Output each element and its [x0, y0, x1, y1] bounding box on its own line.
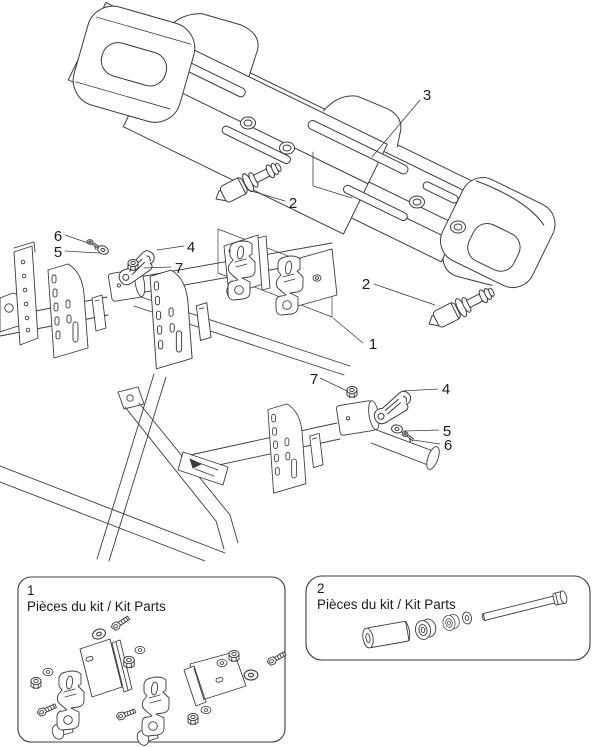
callout-7-upper: 7: [174, 260, 184, 277]
callout-5-upper: 5: [53, 244, 63, 261]
tractor-frame: [0, 242, 442, 561]
kit-box-2-title: Pièces du kit / Kit Parts: [317, 597, 456, 612]
callout-2-upper: 2: [288, 195, 298, 212]
callout-1: 1: [368, 336, 378, 353]
callout-6-upper: 6: [53, 228, 63, 245]
callout-3: 3: [422, 87, 432, 104]
nut-lower: [347, 387, 357, 398]
callout-6-lower: 6: [443, 437, 453, 454]
screw-upper: [86, 239, 99, 249]
callout-2-right: 2: [361, 276, 371, 293]
callout-4-upper: 4: [186, 239, 196, 256]
callout-5-lower: 5: [442, 423, 452, 440]
callout-7-lower: 7: [309, 371, 319, 388]
callout-4-lower: 4: [441, 381, 451, 398]
nut-upper: [128, 260, 138, 271]
kit-box-2: [306, 576, 590, 660]
kit-box-1-number: 1: [27, 583, 35, 598]
mount-bolt-right: [424, 282, 497, 333]
clamp-bracket-right: [275, 249, 337, 315]
clamp-bracket-left: [224, 235, 270, 301]
washer-lower: [391, 424, 403, 434]
screw-lower: [401, 431, 415, 442]
kit-box-2-number: 2: [317, 581, 325, 596]
bracket-assembly-kit1: [218, 229, 337, 317]
kit-box-1-title: Pièces du kit / Kit Parts: [27, 599, 166, 614]
